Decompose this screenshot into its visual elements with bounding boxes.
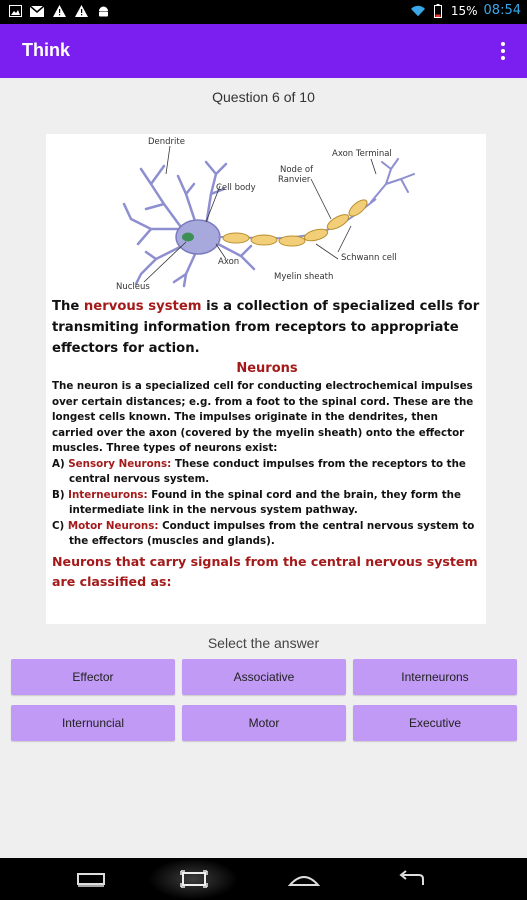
battery-icon <box>431 4 445 18</box>
back-icon[interactable] <box>382 864 442 894</box>
label-cell-body: Cell body <box>216 183 256 193</box>
intro-text: The <box>52 299 84 314</box>
answer-button-executive[interactable]: Executive <box>353 705 517 741</box>
intro-highlight: nervous system <box>83 299 202 314</box>
label-dendrite: Dendrite <box>148 137 185 147</box>
select-answer-label: Select the answer <box>207 635 320 651</box>
warning-icon <box>74 4 88 18</box>
notification-icons <box>8 4 110 18</box>
wifi-icon <box>411 4 425 18</box>
passage-intro <box>52 296 482 359</box>
answer-grid <box>11 659 517 741</box>
answer-button-internuncial[interactable]: Internuncial <box>11 705 175 741</box>
item-prefix: A) <box>52 457 69 470</box>
question-counter: Question 6 of 10 <box>212 89 315 105</box>
passage-item <box>52 519 482 550</box>
question-card <box>46 134 486 624</box>
label-schwann-cell: Schwann cell <box>341 253 397 263</box>
app-title: Think <box>22 40 70 60</box>
item-term: Sensory Neurons: <box>68 457 172 470</box>
item-prefix: B) <box>52 488 69 501</box>
item-text: These conduct impulses from the receptors to the central nervous system. <box>69 457 466 485</box>
answer-button-associative[interactable]: Associative <box>182 659 346 695</box>
item-prefix: C) <box>52 519 68 532</box>
question-prompt: Neurons that carry signals from the central nervous system are classified as: <box>52 553 478 589</box>
mail-icon <box>30 4 44 18</box>
recents-icon[interactable] <box>164 864 224 894</box>
item-text: Conduct impulses from the central nervous system to the effectors (muscles and glands). <box>69 519 475 547</box>
navigation-bar <box>0 858 527 900</box>
answer-button-effector[interactable]: Effector <box>11 659 175 695</box>
passage-body: The neuron is a specialized cell for conducting electrochemical impulses over certain distances; e.g. from a foot to the spinal cord. These are the longest cells known. The impulses originate in the dendrites, then carried over the axon (covered by the myelin sheath) onto the effector muscles. Three types of neurons exist: <box>52 380 474 454</box>
home-icon[interactable] <box>274 864 334 894</box>
neuron-diagram <box>46 134 486 296</box>
warning-icon <box>52 4 66 18</box>
screenshot-icon[interactable] <box>61 864 121 894</box>
app-bar <box>0 24 527 78</box>
answer-button-motor[interactable]: Motor <box>182 705 346 741</box>
question-passage <box>52 296 482 592</box>
passage-item <box>52 488 482 519</box>
label-axon-terminal: Axon Terminal <box>332 149 392 159</box>
answer-button-interneurons[interactable]: Interneurons <box>353 659 517 695</box>
item-text: Found in the spinal cord and the brain, they form the intermediate link in the nervous system pathway. <box>69 488 461 516</box>
label-nucleus: Nucleus <box>116 282 150 292</box>
system-status <box>411 3 521 18</box>
clock: 08:54 <box>483 3 521 18</box>
overflow-menu-icon[interactable] <box>493 38 513 64</box>
item-term: Motor Neurons: <box>67 519 159 532</box>
label-ranvier: Ranvier <box>278 175 311 185</box>
passage-heading: Neurons <box>236 361 298 376</box>
intro-text-rest: is a collection of specialized cells for transmiting information from receptors to appropriate effectors for action. <box>52 299 480 356</box>
label-myelin-sheath: Myelin sheath <box>274 272 334 282</box>
battery-percent: 15% <box>450 3 478 18</box>
passage-item <box>52 457 482 488</box>
status-bar <box>0 0 527 24</box>
label-node-of: Node of <box>280 165 314 175</box>
android-icon <box>96 4 110 18</box>
image-icon <box>8 4 22 18</box>
item-term: Interneurons: <box>68 488 148 501</box>
label-axon: Axon <box>218 257 240 267</box>
